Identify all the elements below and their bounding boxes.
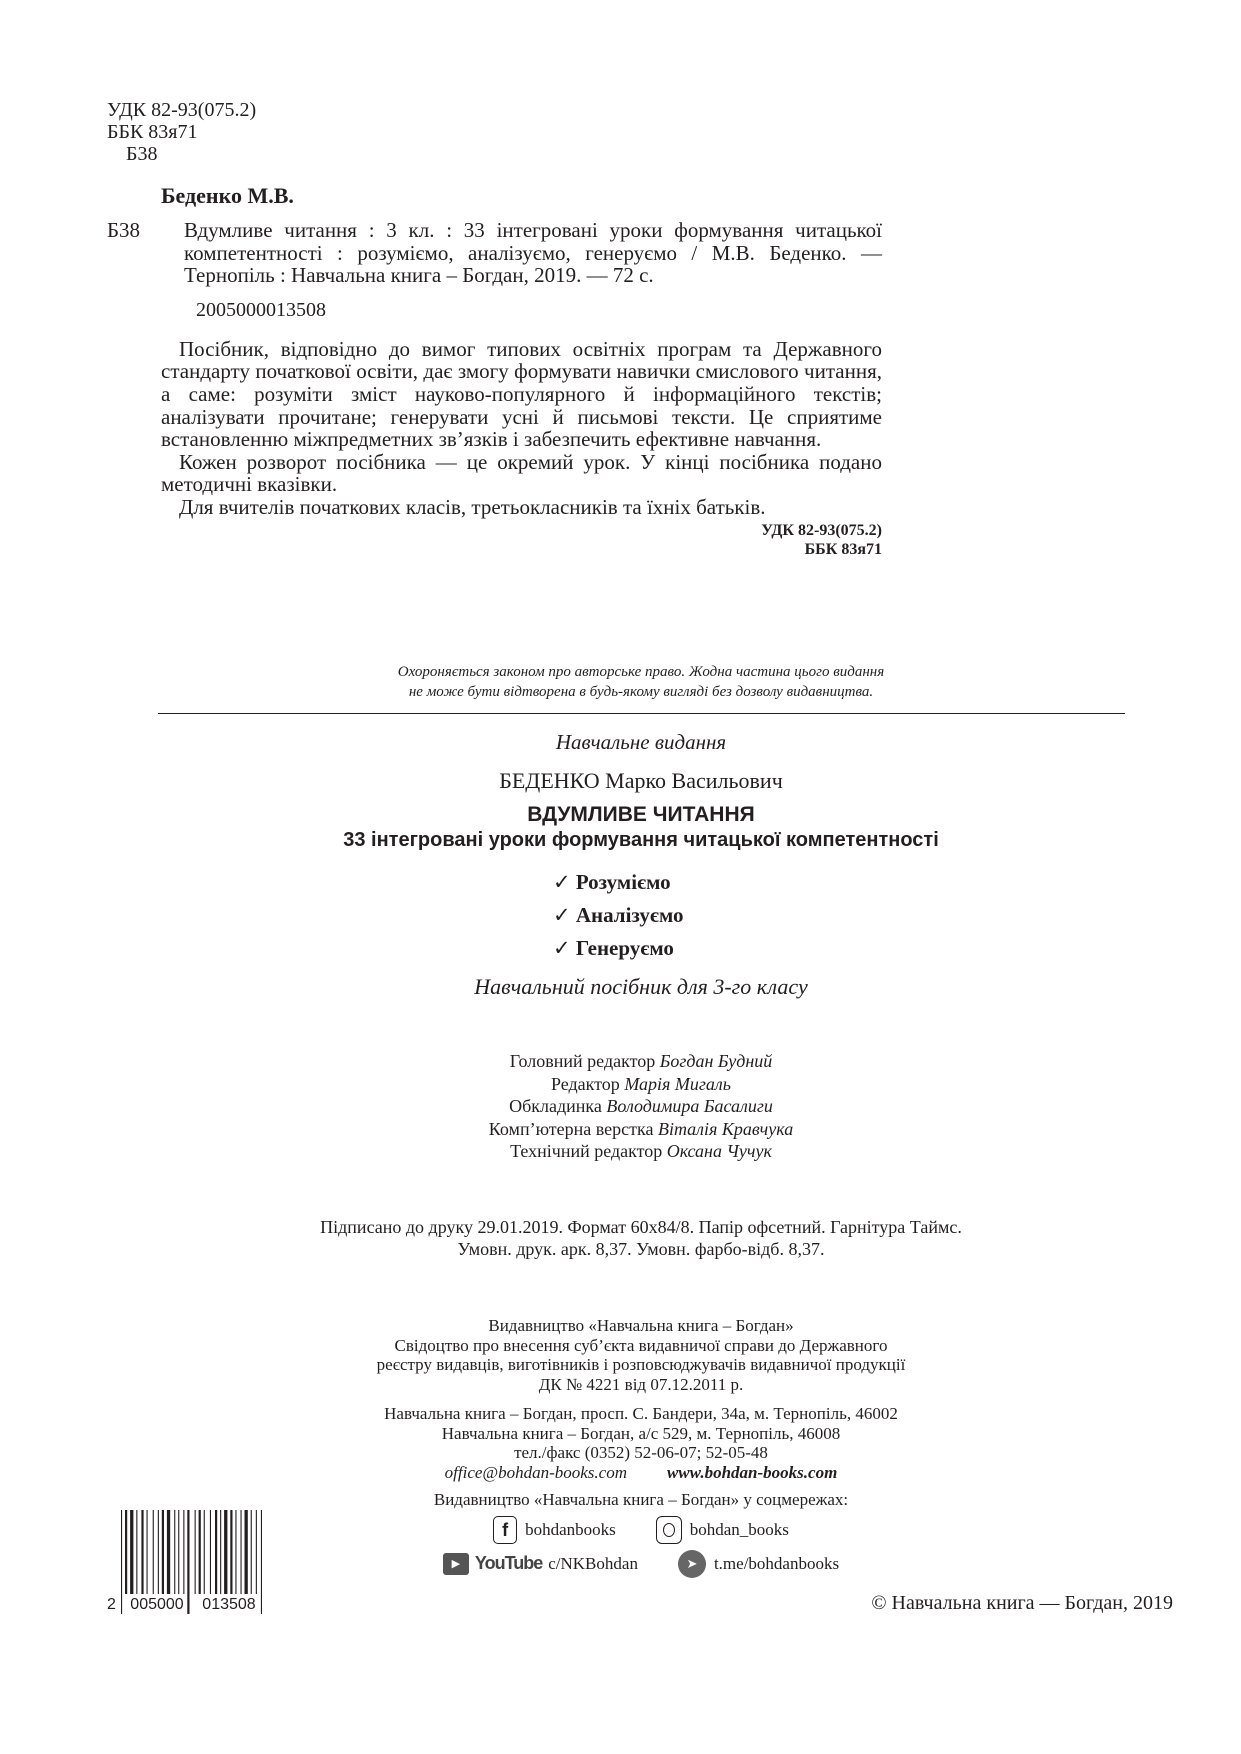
barcode-digit-group: 013508	[202, 1596, 256, 1613]
youtube-play-icon: ▶	[443, 1553, 469, 1575]
copyright-notice	[241, 662, 1041, 702]
social-row	[241, 1516, 1041, 1544]
credit-line	[241, 1050, 1041, 1073]
barcode-bar	[162, 1510, 164, 1594]
barcode-bar	[195, 1510, 196, 1594]
barcode-bar	[204, 1510, 205, 1594]
catalog-code: Б38	[107, 218, 141, 242]
contact-line: тел./факс (0352) 52-06-07; 52-05-48	[514, 1443, 768, 1462]
annotation	[161, 338, 882, 519]
catalog-entry	[107, 219, 882, 287]
social-instagram[interactable]	[656, 1516, 789, 1544]
credit-role: Обкладинка	[509, 1096, 602, 1116]
edition-subtitle: 33 інтегровані уроки формування читацької компетентності	[343, 829, 939, 851]
edition-author: БЕДЕНКО Марко Васильович	[499, 768, 783, 793]
barcode-bar	[178, 1510, 179, 1594]
youtube-logo: YouTube	[474, 1552, 543, 1573]
publisher-line: ДК № 4221 від 07.12.2011 р.	[538, 1374, 744, 1394]
annotation-paragraph: Кожен розворот посібника — це окремий урок. У кінці посібника подано методичні вказівки.	[161, 449, 882, 497]
social-row	[241, 1550, 1041, 1578]
credit-name: Марія Мигаль	[624, 1073, 731, 1094]
facebook-handle: bohdanbooks	[525, 1519, 616, 1539]
check-item	[553, 899, 684, 932]
barcode-bar	[130, 1510, 133, 1594]
check-icon: ✓	[553, 936, 571, 960]
social-youtube[interactable]	[443, 1553, 638, 1575]
barcode-bar	[147, 1510, 148, 1594]
check-item	[553, 866, 684, 899]
edition-type: Навчальне видання	[555, 730, 727, 754]
barcode-bar	[241, 1510, 242, 1594]
catalog-description: Вдумливе читання : 3 кл. : 33 інтегровані уроки формування читацької компетентності : розуміємо, аналізуємо, генеруємо / М.В. Беденко. — Тернопіль : Навчальна книга – Богдан, 2019. — 72 с.	[184, 218, 882, 288]
social-intro: Видавництво «Навчальна книга – Богдан» у соцмережах:	[433, 1490, 849, 1509]
barcode-bar	[235, 1510, 236, 1594]
barcode-bar	[183, 1510, 184, 1594]
copyright: © Навчальна книга — Богдан, 2019	[871, 1592, 1173, 1614]
credit-role: Технічний редактор	[510, 1141, 663, 1161]
instagram-handle: bohdan_books	[689, 1519, 789, 1539]
credit-line	[241, 1118, 1041, 1141]
check-label: Розуміємо	[575, 870, 671, 894]
contact-line: Навчальна книга – Богдан, а/с 529, м. Тернопіль, 46008	[441, 1423, 841, 1443]
barcode-bar	[167, 1510, 170, 1594]
barcode-bar	[153, 1510, 154, 1594]
credit-role: Редактор	[551, 1073, 620, 1094]
instagram-icon	[656, 1516, 682, 1544]
barcode-bar	[136, 1510, 137, 1594]
credit-name: Віталія Кравчука	[657, 1118, 794, 1139]
credit-name: Володимира Басалиги	[606, 1096, 773, 1116]
copyright-notice-line: не може бути відтворена в будь-якому вигляді без дозволу видавництва.	[408, 684, 874, 700]
website-link[interactable]: www.bohdan-books.com	[666, 1462, 838, 1482]
annotation-udk: УДК 82-93(075.2)	[761, 521, 882, 539]
divider	[158, 713, 1125, 714]
barcode-digit-group: 005000	[130, 1596, 184, 1613]
credit-line	[241, 1073, 1041, 1096]
print-info-line: Умовн. друк. арк. 8,37. Умовн. фарбо-відб. 8,37.	[457, 1239, 825, 1259]
barcode	[107, 1510, 275, 1616]
credit-line	[241, 1140, 1041, 1163]
print-info	[141, 1216, 1141, 1260]
copyright-notice-line: Охороняється законом про авторське право. Жодна частина цього видання	[397, 664, 885, 680]
publisher-line: Видавництво «Навчальна книга – Богдан»	[488, 1316, 794, 1335]
print-info-line: Підписано до друку 29.01.2019. Формат 60x84/8. Папір офсетний. Гарнітура Таймс.	[320, 1217, 962, 1237]
barcode-bar	[174, 1510, 175, 1594]
header-code: Б38	[126, 143, 158, 165]
annotation-classification	[107, 521, 882, 559]
telegram-icon: ➤	[678, 1550, 706, 1578]
credit-name: Оксана Чучук	[666, 1141, 772, 1161]
publisher-line: реєстру видавців, виготівників і розповсюджувачів видавничої продукції	[376, 1355, 906, 1374]
publisher-line: Свідоцтво про внесення суб’єкта видавничої справи до Державного	[394, 1335, 888, 1355]
facebook-icon: f	[493, 1516, 517, 1544]
barcode-bar	[215, 1510, 217, 1594]
barcode-bar	[230, 1510, 232, 1594]
social-facebook[interactable]	[493, 1516, 616, 1544]
barcode-bar	[158, 1510, 159, 1594]
barcode-digit-group: 2	[107, 1596, 116, 1613]
publisher-info	[241, 1316, 1041, 1578]
check-icon: ✓	[553, 870, 571, 894]
annotation-paragraph: Посібник, відповідно до вимог типових освітніх програм та Державного стандарту початкової освіти, дає змогу формувати навички смислового читання, а саме: розуміти зміст науково-популярного й інформаційного текстів; аналізувати прочитане; генерувати усні й письмові тексти. Це сприятиме встановленню міжпредметних зв’язків і забезпечить ефективне навчання.	[161, 336, 882, 452]
header-udk: УДК 82-93(075.2)	[107, 99, 257, 121]
barcode-bar	[199, 1510, 201, 1594]
youtube-handle: c/NKBohdan	[548, 1553, 638, 1573]
edition-block	[241, 730, 1041, 852]
annotation-bbk: ББК 83я71	[804, 540, 882, 558]
check-label: Аналізуємо	[575, 903, 684, 927]
barcode-bar	[245, 1510, 248, 1594]
contact-line: Навчальна книга – Богдан, просп. С. Бандери, 34а, м. Тернопіль, 46002	[384, 1404, 898, 1423]
barcode-bar	[251, 1510, 252, 1594]
check-icon: ✓	[553, 903, 571, 927]
catalog-section	[107, 99, 882, 559]
credit-name: Богдан Будний	[659, 1051, 773, 1071]
credit-role: Головний редактор	[509, 1051, 656, 1071]
barcode-bar	[220, 1510, 221, 1594]
checks-list	[553, 866, 684, 965]
credits	[241, 1050, 1041, 1163]
check-label: Генеруємо	[575, 936, 674, 960]
barcode-bar	[224, 1510, 227, 1594]
catalog-author: Беденко М.В.	[161, 183, 294, 208]
edition-purpose: Навчальний посібник для 3-го класу	[474, 974, 808, 999]
barcode-bar	[256, 1510, 257, 1594]
barcode-bar	[141, 1510, 143, 1594]
catalog-isbn: 2005000013508	[196, 298, 326, 321]
header-bbk: ББК 83я71	[107, 121, 198, 143]
social-telegram[interactable]	[678, 1550, 839, 1578]
check-item	[553, 932, 684, 965]
telegram-handle: t.me/bohdanbooks	[713, 1553, 840, 1573]
credit-line	[241, 1095, 1041, 1118]
annotation-paragraph: Для вчителів початкових класів, третьокласників та їхніх батьків.	[179, 494, 766, 519]
credit-role: Комп’ютерна верстка	[488, 1118, 654, 1139]
email-link[interactable]: office@bohdan-books.com	[444, 1462, 627, 1482]
edition-title: ВДУМЛИВЕ ЧИТАННЯ	[527, 803, 755, 826]
barcode-bar	[210, 1510, 211, 1594]
barcode-bar	[125, 1510, 127, 1594]
